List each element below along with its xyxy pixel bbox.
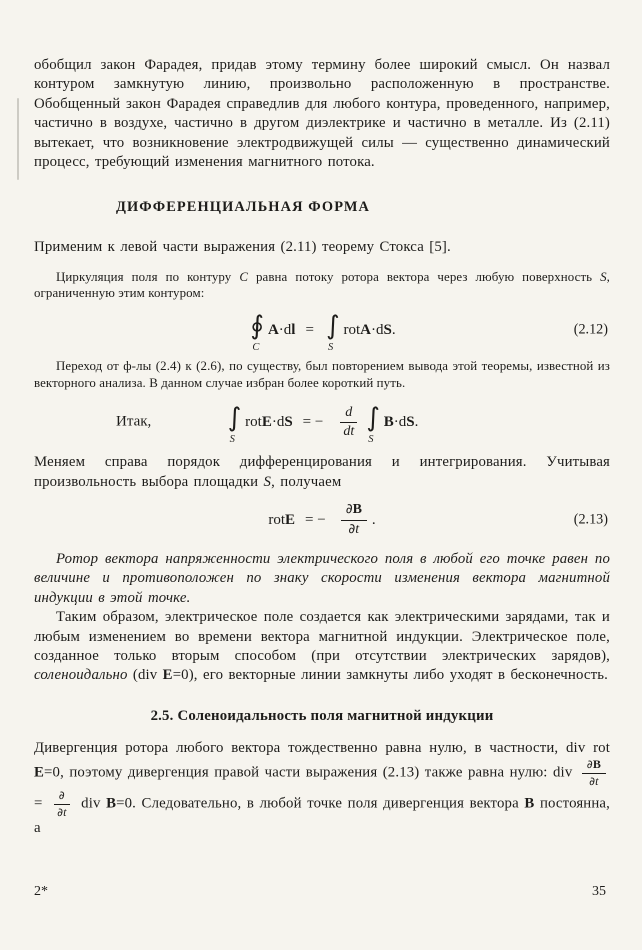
- fraction-numerator: [54, 789, 70, 805]
- surface-integral-symbol: [366, 403, 380, 446]
- partial-icon: ∂: [586, 757, 593, 772]
- term-solenoidal: соленоидально: [34, 667, 128, 684]
- equals-minus-sign: = −: [302, 413, 324, 430]
- text-segment: Меняем справа порядок дифференцирования и интегрирования. Учитывая произвольность выбора площадки: [34, 454, 610, 490]
- text-segment: div: [75, 795, 107, 812]
- text-segment: постоянна, а: [34, 795, 611, 837]
- vector-B: B: [106, 795, 117, 812]
- var-t: t: [63, 804, 67, 819]
- paragraph-menyaem: [34, 453, 610, 492]
- differential-S: S: [406, 413, 415, 430]
- var-C: C: [239, 269, 249, 284]
- fraction-denominator: [52, 805, 72, 820]
- page-number: 35: [592, 884, 606, 899]
- equation-2-13: [34, 496, 610, 544]
- paragraph-stokes: Применим к левой части выражения (2.11) теорему Стокса [5].: [34, 239, 451, 256]
- var-t: t: [595, 774, 599, 789]
- int-icon: ∫: [366, 403, 380, 434]
- period: .: [371, 511, 376, 528]
- fraction-numerator: d: [340, 405, 357, 423]
- oint-icon: ∮: [250, 311, 264, 342]
- differential-l: l: [291, 321, 296, 338]
- int-icon: ∫: [325, 311, 340, 342]
- text-segment: Дивергенция ротора любого вектора тождественно равна нулю, в частности, div rot: [34, 739, 610, 756]
- fraction-dB-dt: [341, 502, 367, 537]
- text-segment: Циркуляция поля по контуру: [56, 269, 240, 284]
- integral-subscript-S: S: [229, 434, 235, 446]
- rot-operator: rot: [245, 413, 262, 430]
- period: .: [414, 413, 419, 430]
- paragraph-transition: Переход от ф-лы (2.4) к (2.6), по существу, был повторением вывода этой теоремы, известной из векторного анализа. В данном случае избран более короткий путь.: [34, 359, 610, 390]
- fraction-d-dt: [338, 405, 359, 440]
- vector-B: B: [383, 413, 394, 430]
- paragraph-takim: [34, 608, 610, 686]
- int-icon: ∫: [227, 403, 242, 434]
- text-segment: , получаем: [271, 473, 342, 490]
- paragraph-intro: обобщил закон Фарадея, придав этому термину более широкий смысл. Он назвал контуром замкнутую линию, произвольно расположенную в пространстве. Обобщенный закон Фарадея справедлив для любого контура, проведенного, например, частично в воздухе, частично в другом диэлектрике и частично в металле. Из (2.11) вытекает, что возникновение электродвижущей силы — существенно динамический процесс, требующий изменения магнитного потока.: [34, 57, 610, 171]
- inline-fraction-d-dt: [52, 789, 72, 820]
- period: .: [391, 321, 396, 338]
- equation-number-2-12: (2.12): [573, 321, 608, 338]
- fraction-numerator: [582, 758, 606, 774]
- scan-artifact: [17, 98, 19, 180]
- var-t: t: [355, 521, 360, 537]
- equation-body: [268, 502, 375, 537]
- text-segment: =0), его векторные линии замкнуты либо уходят в бесконечность.: [172, 667, 608, 684]
- partial-icon: ∂: [345, 502, 353, 518]
- text-segment: =0, поэтому дивергенция правой части выражения (2.13) также равна нулю: div: [44, 764, 578, 781]
- integral-subscript-S: S: [368, 434, 374, 446]
- text-segment: (div: [127, 667, 163, 684]
- partial-icon: ∂: [58, 787, 65, 802]
- vector-A: A: [360, 321, 371, 338]
- differential: ·d: [278, 321, 292, 338]
- vector-B: B: [524, 795, 535, 812]
- differential: ·d: [271, 413, 285, 430]
- text-segment: Таким образом, электрическое поле создается как электрическими зарядами, так и любым изменением во времени вектора магнитной индукции. Электрическое поле, созданное только вторым способом (при отсутствии электрических зарядов),: [34, 609, 610, 665]
- section-heading-differential-form: ДИФФЕРЕНЦИАЛЬНАЯ ФОРМА: [116, 199, 371, 216]
- equation-body: [248, 311, 396, 354]
- rot-operator: rot: [268, 511, 285, 528]
- equation-itak: [34, 395, 610, 449]
- var-S: S: [263, 473, 272, 490]
- paragraph-divergence: [34, 739, 610, 839]
- vector-B: B: [592, 757, 601, 772]
- surface-integral-symbol: [227, 403, 242, 446]
- page-signature: 2*: [34, 884, 48, 899]
- rot-operator: rot: [343, 321, 361, 338]
- var-S: S: [600, 269, 607, 284]
- text-segment: =0. Следовательно, в любой точке поля дивергенция вектора: [116, 795, 525, 812]
- partial-icon: ∂: [589, 774, 596, 789]
- partial-icon: ∂: [57, 804, 64, 819]
- fraction-denominator: [343, 521, 364, 538]
- section-heading-2-5: 2.5. Соленоидальность поля магнитной индукции: [150, 707, 494, 724]
- differential-S: S: [383, 321, 392, 338]
- integral-subscript-S: S: [327, 342, 334, 354]
- differential: ·d: [371, 321, 384, 338]
- equals-sign: =: [305, 321, 314, 338]
- text-segment: равна потоку ротора вектора через любую поверхность: [248, 269, 601, 284]
- surface-integral-symbol: [325, 311, 340, 354]
- equation-number-2-13: (2.13): [573, 511, 608, 528]
- vector-E: E: [34, 764, 45, 781]
- vector-E: E: [162, 667, 173, 684]
- vector-E: E: [261, 413, 272, 430]
- fraction-denominator: dt: [343, 423, 355, 439]
- vector-E: E: [285, 511, 296, 528]
- differential-S: S: [284, 413, 293, 430]
- paragraph-rotor-statement: Ротор вектора напряженности электрического поля в любой его точке равен по величине и противоположен по знаку скорости изменения вектора магнитной индукции в этой точке.: [34, 551, 610, 606]
- inline-fraction-dB-dt: [582, 758, 606, 789]
- fraction-denominator: [584, 774, 604, 789]
- equation-label: Итак,: [116, 413, 152, 430]
- text-segment: =: [34, 795, 49, 812]
- vector-A: A: [267, 321, 279, 338]
- differential: ·d: [393, 413, 407, 430]
- paragraph-circulation: [34, 269, 610, 302]
- text-segment: , ограниченную этим контуром:: [34, 269, 610, 301]
- contour-integral-symbol: [250, 311, 264, 354]
- equation-body: [226, 403, 419, 446]
- fraction-numerator: [341, 502, 367, 520]
- equals-minus-sign: = −: [305, 511, 326, 528]
- equation-2-12: [34, 306, 610, 354]
- partial-icon: ∂: [348, 521, 356, 537]
- integral-subscript-C: C: [252, 342, 260, 354]
- vector-B: B: [352, 502, 362, 518]
